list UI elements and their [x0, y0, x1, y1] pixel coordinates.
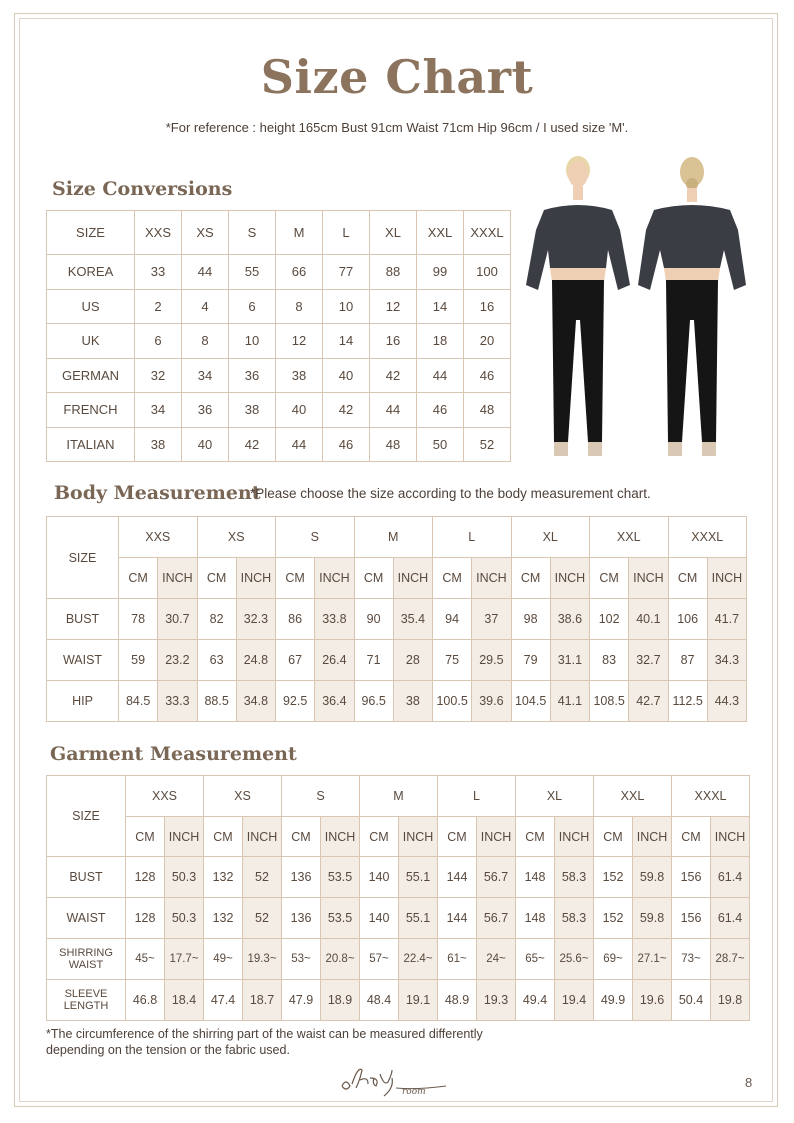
cm-value-cell: 75	[433, 640, 472, 681]
cm-value-cell: 79	[511, 640, 550, 681]
cm-value-cell: 106	[668, 599, 707, 640]
cm-value-cell: 71	[354, 640, 393, 681]
unit-inch-cell: INCH	[393, 558, 432, 599]
inch-value-cell: 18.4	[165, 980, 204, 1021]
unit-inch-cell: INCH	[243, 817, 282, 857]
table-cell: 42	[323, 393, 370, 428]
inch-value-cell: 29.5	[472, 640, 511, 681]
inch-value-cell: 19.8	[711, 980, 750, 1021]
inch-value-cell: 53.5	[321, 857, 360, 898]
size-label-cell: SIZE	[47, 517, 119, 599]
unit-cm-cell: CM	[516, 817, 555, 857]
header-cell: L	[323, 211, 370, 255]
row-label-line: WAIST	[68, 959, 104, 971]
cm-value-cell: 144	[438, 898, 477, 939]
inch-value-cell: 28.7~	[711, 939, 750, 980]
row-label: BUST	[47, 599, 119, 640]
inch-value-cell: 56.7	[477, 898, 516, 939]
garment-measurement-heading: Garment Measurement	[50, 743, 297, 765]
table-cell: 32	[135, 358, 182, 393]
table-cell: 44	[370, 393, 417, 428]
table-cell: 12	[370, 289, 417, 324]
inch-value-cell: 32.7	[629, 640, 668, 681]
cm-value-cell: 46.8	[126, 980, 165, 1021]
cm-value-cell: 78	[119, 599, 158, 640]
inch-value-cell: 36.4	[315, 681, 354, 722]
size-header-cell: S	[276, 517, 355, 558]
inch-value-cell: 50.3	[165, 857, 204, 898]
table-cell: 46	[323, 427, 370, 462]
inch-value-cell: 38.6	[550, 599, 589, 640]
row-label-line: LENGTH	[63, 1000, 109, 1012]
page-number: 8	[745, 1075, 753, 1090]
table-row	[47, 289, 511, 324]
size-header-cell: L	[438, 776, 516, 817]
footnote-line: *The circumference of the shirring part of the waist can be measured differently	[46, 1027, 483, 1041]
row-label: KOREA	[47, 255, 135, 290]
unit-inch-cell: INCH	[236, 558, 275, 599]
cm-value-cell: 87	[668, 640, 707, 681]
inch-value-cell: 34.3	[707, 640, 746, 681]
table-cell: 44	[182, 255, 229, 290]
unit-inch-cell: INCH	[165, 817, 204, 857]
inch-value-cell: 18.7	[243, 980, 282, 1021]
unit-header-row	[47, 817, 750, 857]
size-header-cell: XL	[511, 517, 590, 558]
inch-value-cell: 17.7~	[165, 939, 204, 980]
cm-value-cell: 47.9	[282, 980, 321, 1021]
inch-value-cell: 61.4	[711, 857, 750, 898]
unit-cm-cell: CM	[438, 817, 477, 857]
inch-value-cell: 53.5	[321, 898, 360, 939]
table-cell: 42	[370, 358, 417, 393]
table-cell: 38	[229, 393, 276, 428]
inch-value-cell: 23.2	[158, 640, 197, 681]
cm-value-cell: 50.4	[672, 980, 711, 1021]
cm-value-cell: 104.5	[511, 681, 550, 722]
table-row	[47, 393, 511, 428]
row-label: HIP	[47, 681, 119, 722]
inch-value-cell: 37	[472, 599, 511, 640]
table-cell: 36	[182, 393, 229, 428]
cm-value-cell: 86	[276, 599, 315, 640]
unit-inch-cell: INCH	[633, 817, 672, 857]
unit-inch-cell: INCH	[321, 817, 360, 857]
cm-value-cell: 140	[360, 857, 399, 898]
table-row	[47, 640, 747, 681]
cm-value-cell: 49.9	[594, 980, 633, 1021]
size-label-cell: SIZE	[47, 776, 126, 857]
inch-value-cell: 52	[243, 898, 282, 939]
unit-inch-cell: INCH	[472, 558, 511, 599]
inch-value-cell: 34.8	[236, 681, 275, 722]
table-cell: 48	[370, 427, 417, 462]
size-header-row	[47, 517, 747, 558]
cm-value-cell: 63	[197, 640, 236, 681]
inch-value-cell: 33.3	[158, 681, 197, 722]
size-header-cell: XXS	[119, 517, 198, 558]
row-label: WAIST	[47, 640, 119, 681]
garment-measurement-table	[46, 775, 750, 1021]
table-cell: 36	[229, 358, 276, 393]
row-label	[47, 980, 126, 1021]
table-cell: 44	[276, 427, 323, 462]
size-header-cell: XXXL	[668, 517, 747, 558]
unit-cm-cell: CM	[126, 817, 165, 857]
table-row	[47, 681, 747, 722]
table-cell: 33	[135, 255, 182, 290]
unit-cm-cell: CM	[668, 558, 707, 599]
table-cell: 46	[417, 393, 464, 428]
reference-note: *For reference : height 165cm Bust 91cm Waist 71cm Hip 96cm / I used size 'M'.	[165, 120, 629, 135]
inch-value-cell: 19.3	[477, 980, 516, 1021]
inch-value-cell: 56.7	[477, 857, 516, 898]
body-measurement-heading: Body Measurement	[54, 482, 261, 504]
table-row	[47, 255, 511, 290]
header-cell: XXS	[135, 211, 182, 255]
table-cell: 38	[135, 427, 182, 462]
table-cell: 40	[182, 427, 229, 462]
row-label: WAIST	[47, 898, 126, 939]
row-label	[47, 939, 126, 980]
unit-cm-cell: CM	[360, 817, 399, 857]
cm-value-cell: 100.5	[433, 681, 472, 722]
row-label: UK	[47, 324, 135, 359]
cm-value-cell: 140	[360, 898, 399, 939]
row-label: GERMAN	[47, 358, 135, 393]
header-cell: XL	[370, 211, 417, 255]
row-label-line: SHIRRING	[59, 947, 113, 959]
unit-cm-cell: CM	[204, 817, 243, 857]
svg-text:room: room	[402, 1087, 426, 1097]
inch-value-cell: 19.6	[633, 980, 672, 1021]
row-label: US	[47, 289, 135, 324]
cm-value-cell: 59	[119, 640, 158, 681]
size-header-cell: XL	[516, 776, 594, 817]
size-header-cell: XS	[197, 517, 276, 558]
unit-cm-cell: CM	[433, 558, 472, 599]
cm-value-cell: 84.5	[119, 681, 158, 722]
unit-cm-cell: CM	[594, 817, 633, 857]
brand-logo	[336, 1064, 456, 1098]
table-cell: 8	[276, 289, 323, 324]
cm-value-cell: 48.4	[360, 980, 399, 1021]
inch-value-cell: 32.3	[236, 599, 275, 640]
unit-inch-cell: INCH	[477, 817, 516, 857]
table-cell: 42	[229, 427, 276, 462]
inch-value-cell: 31.1	[550, 640, 589, 681]
unit-inch-cell: INCH	[629, 558, 668, 599]
table-cell: 66	[276, 255, 323, 290]
table-cell: 14	[417, 289, 464, 324]
table-cell: 99	[417, 255, 464, 290]
cm-value-cell: 92.5	[276, 681, 315, 722]
header-cell: S	[229, 211, 276, 255]
table-cell: 20	[464, 324, 511, 359]
size-header-cell: XXL	[594, 776, 672, 817]
cm-value-cell: 108.5	[590, 681, 629, 722]
size-header-cell: XXL	[590, 517, 669, 558]
unit-header-row	[47, 558, 747, 599]
table-row	[47, 898, 750, 939]
inch-value-cell: 52	[243, 857, 282, 898]
size-header-cell: L	[433, 517, 512, 558]
table-cell: 40	[276, 393, 323, 428]
table-row	[47, 980, 750, 1021]
inch-value-cell: 55.1	[399, 898, 438, 939]
header-cell: XXXL	[464, 211, 511, 255]
row-label: FRENCH	[47, 393, 135, 428]
table-cell: 34	[135, 393, 182, 428]
row-label: BUST	[47, 857, 126, 898]
inch-value-cell: 19.1	[399, 980, 438, 1021]
table-cell: 10	[229, 324, 276, 359]
cm-value-cell: 67	[276, 640, 315, 681]
cm-value-cell: 132	[204, 857, 243, 898]
cm-value-cell: 112.5	[668, 681, 707, 722]
inch-value-cell: 35.4	[393, 599, 432, 640]
table-cell: 6	[229, 289, 276, 324]
table-cell: 44	[417, 358, 464, 393]
table-row	[47, 358, 511, 393]
cm-value-cell: 148	[516, 857, 555, 898]
cm-value-cell: 47.4	[204, 980, 243, 1021]
unit-inch-cell: INCH	[399, 817, 438, 857]
table-cell: 4	[182, 289, 229, 324]
table-cell: 2	[135, 289, 182, 324]
footnote	[46, 1026, 483, 1058]
table-cell: 16	[464, 289, 511, 324]
size-conversions-heading: Size Conversions	[52, 178, 233, 200]
unit-inch-cell: INCH	[315, 558, 354, 599]
unit-cm-cell: CM	[197, 558, 236, 599]
header-cell: XXL	[417, 211, 464, 255]
cm-value-cell: 88.5	[197, 681, 236, 722]
table-cell: 50	[417, 427, 464, 462]
unit-cm-cell: CM	[511, 558, 550, 599]
cm-value-cell: 144	[438, 857, 477, 898]
inch-value-cell: 38	[393, 681, 432, 722]
inch-value-cell: 39.6	[472, 681, 511, 722]
table-cell: 16	[370, 324, 417, 359]
cm-value-cell: 48.9	[438, 980, 477, 1021]
cm-value-cell: 96.5	[354, 681, 393, 722]
size-header-cell: M	[360, 776, 438, 817]
unit-cm-cell: CM	[590, 558, 629, 599]
cm-value-cell: 156	[672, 898, 711, 939]
inch-value-cell: 50.3	[165, 898, 204, 939]
size-header-cell: XS	[204, 776, 282, 817]
inch-value-cell: 59.8	[633, 857, 672, 898]
inch-value-cell: 40.1	[629, 599, 668, 640]
size-header-cell: M	[354, 517, 433, 558]
cm-value-cell: 98	[511, 599, 550, 640]
inch-value-cell: 55.1	[399, 857, 438, 898]
cm-value-cell: 90	[354, 599, 393, 640]
cm-value-cell: 136	[282, 857, 321, 898]
inch-value-cell: 41.7	[707, 599, 746, 640]
size-conversions-table	[46, 210, 511, 462]
size-header-cell: S	[282, 776, 360, 817]
table-header-row	[47, 211, 511, 255]
table-cell: 8	[182, 324, 229, 359]
inch-value-cell: 19.3~	[243, 939, 282, 980]
cm-value-cell: 132	[204, 898, 243, 939]
cm-value-cell: 83	[590, 640, 629, 681]
inch-value-cell: 25.6~	[555, 939, 594, 980]
cm-value-cell: 49~	[204, 939, 243, 980]
unit-inch-cell: INCH	[555, 817, 594, 857]
inch-value-cell: 28	[393, 640, 432, 681]
inch-value-cell: 58.3	[555, 898, 594, 939]
header-cell: XS	[182, 211, 229, 255]
row-label: ITALIAN	[47, 427, 135, 462]
inch-value-cell: 19.4	[555, 980, 594, 1021]
model-front-image	[526, 156, 630, 456]
table-cell: 12	[276, 324, 323, 359]
unit-cm-cell: CM	[354, 558, 393, 599]
header-cell: M	[276, 211, 323, 255]
table-cell: 55	[229, 255, 276, 290]
model-back-image	[638, 157, 746, 456]
inch-value-cell: 22.4~	[399, 939, 438, 980]
table-cell: 14	[323, 324, 370, 359]
cm-value-cell: 136	[282, 898, 321, 939]
cm-value-cell: 73~	[672, 939, 711, 980]
cm-value-cell: 69~	[594, 939, 633, 980]
table-cell: 100	[464, 255, 511, 290]
inch-value-cell: 44.3	[707, 681, 746, 722]
unit-inch-cell: INCH	[158, 558, 197, 599]
header-cell: SIZE	[47, 211, 135, 255]
cm-value-cell: 65~	[516, 939, 555, 980]
size-header-cell: XXXL	[672, 776, 750, 817]
table-row	[47, 857, 750, 898]
size-header-cell: XXS	[126, 776, 204, 817]
cm-value-cell: 53~	[282, 939, 321, 980]
cm-value-cell: 128	[126, 898, 165, 939]
table-cell: 77	[323, 255, 370, 290]
unit-inch-cell: INCH	[707, 558, 746, 599]
inch-value-cell: 33.8	[315, 599, 354, 640]
page-title: Size Chart	[260, 50, 534, 104]
inch-value-cell: 27.1~	[633, 939, 672, 980]
cm-value-cell: 94	[433, 599, 472, 640]
table-cell: 46	[464, 358, 511, 393]
inch-value-cell: 30.7	[158, 599, 197, 640]
inch-value-cell: 58.3	[555, 857, 594, 898]
cm-value-cell: 102	[590, 599, 629, 640]
cm-value-cell: 49.4	[516, 980, 555, 1021]
table-cell: 18	[417, 324, 464, 359]
cm-value-cell: 152	[594, 898, 633, 939]
inch-value-cell: 61.4	[711, 898, 750, 939]
table-cell: 34	[182, 358, 229, 393]
table-cell: 10	[323, 289, 370, 324]
unit-inch-cell: INCH	[711, 817, 750, 857]
table-cell: 38	[276, 358, 323, 393]
inch-value-cell: 26.4	[315, 640, 354, 681]
table-cell: 88	[370, 255, 417, 290]
row-label-line: SLEEVE	[64, 988, 108, 1000]
inch-value-cell: 24~	[477, 939, 516, 980]
model-images	[522, 150, 750, 470]
cm-value-cell: 148	[516, 898, 555, 939]
footnote-line: depending on the tension or the fabric used.	[46, 1043, 290, 1057]
cm-value-cell: 152	[594, 857, 633, 898]
table-row	[47, 324, 511, 359]
cm-value-cell: 61~	[438, 939, 477, 980]
inch-value-cell: 18.9	[321, 980, 360, 1021]
unit-inch-cell: INCH	[550, 558, 589, 599]
table-cell: 52	[464, 427, 511, 462]
table-row	[47, 427, 511, 462]
inch-value-cell: 42.7	[629, 681, 668, 722]
cm-value-cell: 82	[197, 599, 236, 640]
inch-value-cell: 41.1	[550, 681, 589, 722]
unit-cm-cell: CM	[672, 817, 711, 857]
body-measurement-table	[46, 516, 747, 722]
cm-value-cell: 128	[126, 857, 165, 898]
table-row	[47, 599, 747, 640]
inch-value-cell: 20.8~	[321, 939, 360, 980]
table-cell: 6	[135, 324, 182, 359]
cm-value-cell: 156	[672, 857, 711, 898]
inch-value-cell: 59.8	[633, 898, 672, 939]
table-cell: 48	[464, 393, 511, 428]
unit-cm-cell: CM	[276, 558, 315, 599]
unit-cm-cell: CM	[119, 558, 158, 599]
inch-value-cell: 24.8	[236, 640, 275, 681]
unit-cm-cell: CM	[282, 817, 321, 857]
size-header-row	[47, 776, 750, 817]
table-cell: 40	[323, 358, 370, 393]
cm-value-cell: 45~	[126, 939, 165, 980]
cm-value-cell: 57~	[360, 939, 399, 980]
body-measurement-note: *Please choose the size according to the body measurement chart.	[250, 486, 651, 501]
table-row	[47, 939, 750, 980]
